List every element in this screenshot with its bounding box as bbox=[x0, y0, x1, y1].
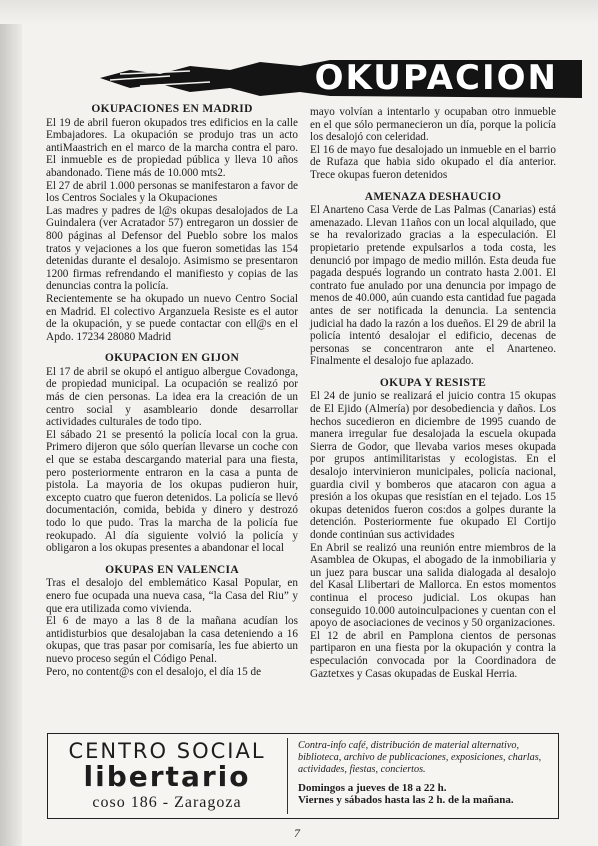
heading-amenaza-deshaucio: AMENAZA DESHAUCIO bbox=[364, 190, 502, 203]
paragraph: El 24 de junio se realizará el juicio contra 15 okupas de El Ejido (Almería) por desobediencia y daños. Los hechos sucedieron en diciembre de 1995 cuando de manera irregular fue desalojada la escuela okupada Sierra de Godor, que llevaba varios meses okupada por grupos antimilitaristas y ecologistas. En el desalojo intervinieron municipales, policía nacional, guardia civil y bomberos que atacaron con agua a presión a los okupas que resistían en el tejado. Los 15 okupas detenidos fueron cos:dos a golpes durante la detención. Posteriormente fue okupado El Cortijo donde continúan sus actividades bbox=[310, 390, 556, 541]
ad-services: Contra-info café, distribución de material alternativo, biblioteca, archivo de publicaciones, exposiciones, charlas, actividades, fiestas, conciertos. bbox=[298, 740, 542, 776]
ad-divider bbox=[287, 738, 288, 814]
paragraph: Tras el desalojo del emblemático Kasal Popular, en enero fue ocupada una nueva casa, “la Casa del Riu” y que era utilizada como vivienda. bbox=[46, 577, 298, 615]
paragraph: mayo volvían a intentarlo y ocupaban otro inmueble en el que sólo permanecieron un día, porque la policía los desalojó con celeridad. bbox=[310, 106, 556, 144]
heading-okupa-y-resiste: OKUPA Y RESISTE bbox=[379, 376, 487, 389]
paragraph: Recientemente se ha okupado un nuevo Centro Social en Madrid. El colectivo Arganzuela Resiste es el autor de la okupación, y se puede contactar con ell@s en el Apdo. 17234 28080 Madrid bbox=[46, 292, 298, 343]
paragraph: Pero, no content@s con el desalojo, el día 15 de bbox=[46, 665, 262, 678]
ad-libertario: libertario bbox=[83, 760, 251, 793]
ad-info-block bbox=[298, 740, 552, 806]
paragraph: El 17 de abril se okupó el antiguo albergue Covadonga, de propiedad municipal. La ocupación se realizó por más de cien personas. La idea era la creación de un centro social y asambleario donde desarrollar actividades culturales de todo tipo. bbox=[46, 365, 298, 429]
paragraph: El 27 de abril 1.000 personas se manifestaron a favor de los Centros Sociales y la Okupaciones bbox=[46, 179, 298, 205]
ad-hours-weekend: Viernes y sábados hasta las 2 h. de la mañana. bbox=[298, 793, 514, 806]
page-top-edge bbox=[0, 0, 598, 24]
heading-madrid: OKUPACIONES EN MADRID bbox=[91, 103, 253, 115]
right-column bbox=[310, 106, 556, 680]
paragraph: El Anarteno Casa Verde de Las Palmas (Canarias) está amenazado. Llevan 11años con un local alquilado, que se ha revalorizado gracias a la especulación. El propietario pretende expulsarlos a toda costa, les denunció por impago de medio millón. Esta deuda fue pagada después logrando un contrato hasta 2.001. El contrato fue anulado por una denuncia por impago de menos de 40.000, aún cuando esta cantidad fue pagada antes de ser notificada la denuncia. La sentencia judicial ha dado la razón a los dueños. El 29 de abril la policía intentó desalojar el edificio, decenas de personas se concentraron ante el Anarteneo. Finalmente el desalojo fue aplazado. bbox=[310, 204, 556, 368]
paragraph: El sábado 21 se presentó la policía local con la grua. Primero dijeron que sólo querían llevarse un coche con el que se estaba descargando material para una fiesta, pero posteriormente entraron en la casa a punta de pistola. La mayoria de los okupas pudieron huir, excepto cuatro que fueron detenidos. La policía se llevó documentación, comida, bebida y dinero y destrozó todo lo que pudo. Tras la marcha de la policía fue reokupado. Al día siguiente volvió la policía y obligaron a los okupas presentes a abandonar el local bbox=[46, 428, 298, 555]
paragraph: Las madres y padres de l@s okupas desalojados de La Guindalera (ver Acratador 57) entregaron un dossier de 800 páginas al Defensor del Pueblo sobre los malos tratos y vejaciones a los que fueron sometidas las 154 detenidas durante el desalojo. Asimismo se presentaron 1200 firmas refrendando el manifiesto y copias de las denuncias contra la policía. bbox=[46, 204, 298, 293]
paragraph: En Abril se realizó una reunión entre miembros de la Asamblea de Okupas, el abogado de la inmobiliaria y un juez para buscar una salida dialogada al desalojo del Kasal Llibertari de Mallorca. En estos momentos continua el proceso judicial. Los okupas han conseguido 10.000 autoinculpaciones y cuentan con el apoyo de asociaciones de vecinos y 50 organizaciones. bbox=[310, 541, 556, 630]
paragraph: El 6 de mayo a las 8 de la mañana acudían los antidisturbios que desalojaban la casa deteniendo a 16 okupas, que tras pasar por comisaría, les fue abierto un nuevo proceso según el Código Penal. bbox=[46, 615, 298, 665]
ad-hours-weekdays: Domingos a jueves de 18 a 22 h. bbox=[298, 781, 447, 794]
paragraph: El 19 de abril fueron okupados tres edificios en la calle Embajadores. La okupación se produjo tras un acto antiMaastrich en el marco de la marcha contra el paro. El inmueble es de propiedad pública y lleva 10 años abandonado. Tiene más de 10.000 mts2. bbox=[46, 116, 298, 179]
paragraph: El 12 de abril en Pamplona cientos de personas partiparon en una fiesta por la okupación y contra la especulación convocada por la Coordinadora de Gaztetxes y Casas okupadas de Euskal Herria. bbox=[310, 629, 556, 680]
ad-centro-social: CENTRO SOCIAL bbox=[68, 739, 266, 763]
heading-gijon: OKUPACION EN GIJON bbox=[104, 352, 240, 365]
page-number: 7 bbox=[294, 826, 300, 840]
heading-valencia: OKUPAS EN VALENCIA bbox=[105, 563, 239, 576]
advertisement-box bbox=[47, 733, 559, 819]
page-binding-shadow bbox=[0, 0, 22, 846]
section-banner bbox=[100, 56, 582, 102]
paragraph: El 16 de mayo fue desalojado un inmueble en el barrio de Rufaza que habia sido okupado el día anterior. Trece okupas fueron detenidos bbox=[310, 143, 556, 181]
ad-logo-block bbox=[48, 734, 286, 818]
banner-title: OKUPACION bbox=[314, 58, 558, 98]
left-column bbox=[46, 103, 298, 678]
ad-address: coso 186 - Zaragoza bbox=[92, 794, 242, 811]
